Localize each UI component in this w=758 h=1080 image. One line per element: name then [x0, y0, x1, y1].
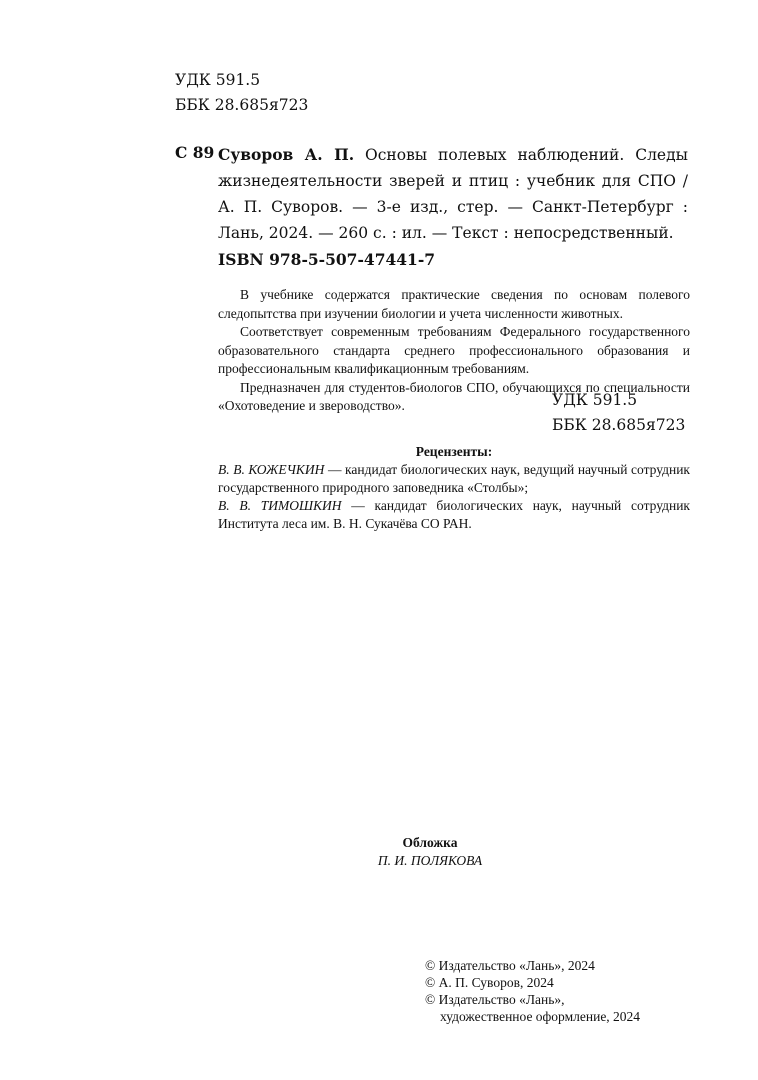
author-name: Суворов А. П.	[218, 145, 355, 164]
classification-block	[175, 68, 308, 118]
bibliographic-description: Основы полевых наблюдений. Следы жизнедеятельности зверей и птиц : учебник для СПО / А. П. Суворов. — 3-е изд., стер. — Санкт-Петербург : Лань, 2024. — 260 с. : ил. — Текст : непосредственный.	[218, 146, 688, 242]
reviewers-title: Рецензенты:	[415, 444, 493, 459]
udk-code-right: УДК 591.5	[552, 391, 638, 409]
reviewer-name: В. В. ТИМОШКИН	[218, 498, 342, 513]
udk-code: УДК 591.5	[175, 71, 261, 89]
cover-designer: П. И. ПОЛЯКОВА	[377, 853, 483, 868]
reviewer-entry	[218, 497, 690, 533]
copyright-line: © А. П. Суворов, 2024	[425, 975, 554, 990]
author-mark: С 89	[175, 143, 215, 162]
annotation-paragraph: Предназначен для студентов-биологов СПО, обучающихся по специальности «Охотоведение и звероводство».	[218, 379, 690, 413]
annotation-paragraph: В учебнике содержатся практические сведения по основам полевого следопытства при изучении биологии и учета численности животных.	[218, 287, 690, 321]
copyright-line: художественное оформление, 2024	[440, 1009, 641, 1024]
reviewer-entry	[218, 461, 690, 497]
bbk-code-right: ББК 28.685я723	[552, 416, 686, 434]
reviewers-section	[218, 443, 690, 533]
reviewer-info: — кандидат биологических наук, ведущий научный сотрудник государственного природного заповедника «Столбы»;	[218, 462, 690, 495]
copyright-line: © Издательство «Лань»,	[425, 992, 565, 1007]
copyright-block	[425, 957, 640, 1025]
bbk-code: ББК 28.685я723	[175, 96, 309, 114]
reviewer-info: — кандидат биологических наук, научный сотрудник Института леса им. В. Н. Сукачёва СО РАН.	[218, 498, 690, 531]
copyright-line: © Издательство «Лань», 2024	[425, 958, 595, 973]
classification-block-right	[552, 388, 685, 438]
cover-title: Обложка	[402, 835, 458, 850]
cover-credit	[330, 834, 530, 870]
bibliographic-entry	[218, 142, 688, 246]
annotation-paragraph: Соответствует современным требованиям Федерального государственного образовательного стандарта среднего профессионального образования и профессиональным квалификационным требованиям.	[218, 324, 690, 376]
reviewer-name: В. В. КОЖЕЧКИН	[218, 462, 325, 477]
isbn: ISBN 978-5-507-47441-7	[218, 250, 436, 269]
